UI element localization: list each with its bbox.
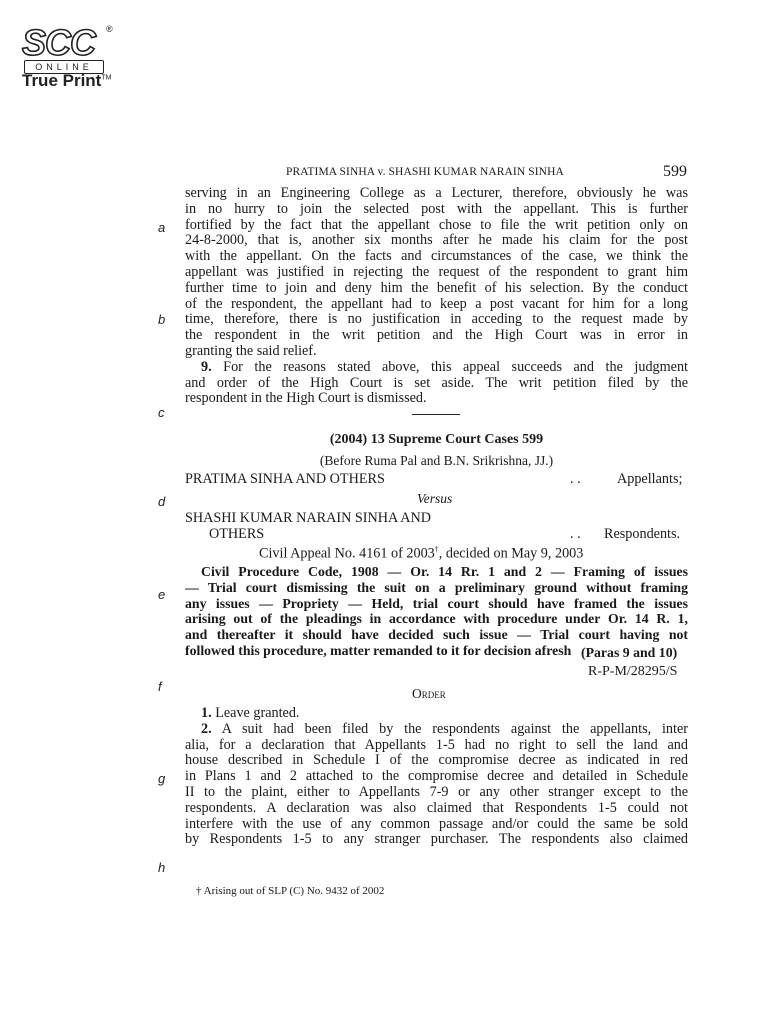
- text-line: alia, for a declaration that Appellants 1-5 had no right to sell the land and: [185, 737, 688, 753]
- appeal-info: Civil Appeal No. 4161 of 2003†, decided on May 9, 2003: [259, 545, 584, 562]
- text-line: serving in an Engineering College as a Lecturer, therefore, obviously he was: [185, 186, 688, 201]
- para-2-number: 2.: [201, 721, 212, 737]
- para-2-first-line: 2. A suit had been filed by the respondents against the appellants, inter: [201, 721, 688, 737]
- margin-letter-g: g: [158, 771, 166, 786]
- headnote-line: arising out of the pleadings in accordance with procedure under Or. 14 R. 1,: [185, 611, 688, 627]
- logo-registered-mark: ®: [106, 24, 113, 34]
- text-line: respondent in the High Court is dismissed.: [185, 390, 427, 407]
- respondents-label: Respondents.: [604, 526, 681, 542]
- text-line: 24-8-2000, that is, another six months after he made his claim for the post: [185, 233, 688, 249]
- margin-letter-d: d: [158, 494, 166, 509]
- versus: Versus: [417, 491, 453, 506]
- para-1: 1. Leave granted.: [201, 705, 300, 721]
- margin-letter-b: b: [158, 312, 166, 327]
- text-line: time, therefore, there is no justification in acceding to the request made by: [185, 312, 688, 328]
- headnote-line: any issues — Propriety — Held, trial court should have framed the issues: [185, 595, 688, 611]
- reference-code: R-P-M/28295/S: [588, 664, 678, 679]
- para-9-first-line: 9. For the reasons stated above, this appeal succeeds and the judgment: [201, 359, 688, 375]
- bench: (Before Ruma Pal and B.N. Srikrishna, JJ.): [319, 453, 554, 468]
- text-line: II to the plaint, either to Appellants 7-9 or any other stranger except to the: [185, 784, 688, 800]
- logo-online-label: ONLINE: [24, 60, 104, 74]
- text-line: house described in Schedule I of the compromise decree as indicated in red: [185, 753, 688, 769]
- page-number: 599: [663, 163, 687, 180]
- headnote-line: and thereafter it should have decided such issue — Trial court having not: [185, 627, 688, 643]
- appellants-label: Appellants;: [617, 471, 683, 487]
- order-heading: Order: [412, 686, 446, 701]
- previous-case-text: [185, 186, 688, 407]
- logo-true-print: True Print™: [22, 71, 112, 90]
- text-line: further time to join and deny him the benefit of his selection. By the conduct: [185, 280, 688, 296]
- headnote-line: — Trial court dismissing the suit on a preliminary ground without framing: [185, 579, 688, 595]
- text-line: fortified by the fact that the appellant chose to file the writ petition only on: [185, 217, 688, 233]
- headnote-line: Civil Procedure Code, 1908 — Or. 14 Rr. 1 and 2 — Framing of issues: [201, 564, 688, 579]
- footnote: † Arising out of SLP (C) No. 9432 of 2002: [196, 885, 385, 897]
- text-line: by Respondents 1-5 to any stranger purchaser. The respondents also claimed: [185, 832, 688, 848]
- text-line: interfere with the use of any common passage and/or could the same be sold: [185, 816, 688, 832]
- margin-letter-f: f: [158, 679, 162, 694]
- appellants-name: PRATIMA SINHA AND OTHERS: [185, 471, 385, 487]
- respondents-dots: . .: [570, 526, 581, 542]
- text-line: of the respondent, the appellant had to keep a post vacant for him for a long: [185, 296, 688, 312]
- logo-brand: SCC: [22, 22, 96, 63]
- para-1-number: 1.: [201, 705, 212, 721]
- margin-letter-h: h: [158, 860, 166, 875]
- text-line: and order of the High Court is set aside. The writ petition filed by the: [185, 375, 688, 391]
- text-line: in no hurry to join the selected post with the appellant. This is further: [185, 201, 688, 217]
- margin-letter-c: c: [158, 405, 165, 420]
- respondents-name-line-1: SHASHI KUMAR NARAIN SINHA AND: [185, 510, 431, 526]
- text-line: in Plans 1 and 2 attached to the compromise decree and detailed in Schedule: [185, 769, 688, 785]
- paras-reference: (Paras 9 and 10): [581, 645, 678, 660]
- case-citation: (2004) 13 Supreme Court Cases 599: [329, 432, 544, 447]
- appellants-dots: . .: [570, 471, 581, 487]
- running-title: PRATIMA SINHA v. SHASHI KUMAR NARAIN SINHA: [286, 166, 564, 178]
- order-text: [185, 706, 688, 848]
- text-line: respondents. A declaration was also claimed that Respondents 1-5 could not: [185, 800, 688, 816]
- text-line: with the appellant. On the facts and circumstances of the case, we think the: [185, 249, 688, 265]
- case-divider: [412, 414, 460, 415]
- scc-online-logo: [20, 24, 120, 94]
- headnote-line: followed this procedure, matter remanded to it for decision afresh: [185, 642, 572, 658]
- text-line: appellant was justified in rejecting the request of the respondent to grant him: [185, 264, 688, 280]
- respondents-name-line-2: OTHERS: [209, 526, 265, 542]
- text-line: granting the said relief.: [185, 342, 317, 359]
- text-line: the respondent in the writ petition and the High Court was in error in: [185, 328, 688, 344]
- para-9-number: 9.: [201, 359, 212, 375]
- margin-letter-e: e: [158, 587, 166, 602]
- margin-letter-a: a: [158, 220, 166, 235]
